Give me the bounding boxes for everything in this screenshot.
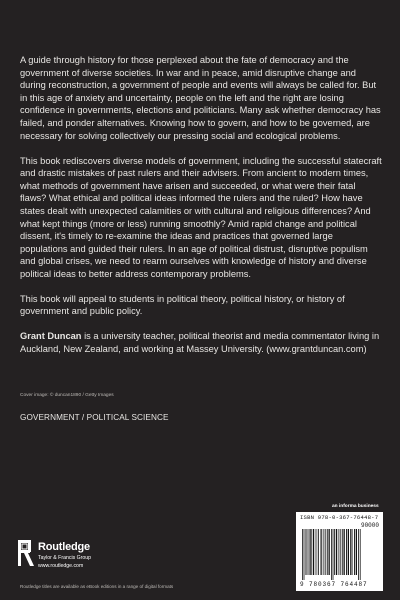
barcode-bar [333, 529, 334, 580]
routledge-r-icon [18, 540, 34, 566]
barcode-bar [302, 529, 303, 580]
blurb-paragraph-3: This book will appeal to students in political theory, political history, or history of government and public policy. [20, 293, 345, 317]
barcode-bar [327, 529, 328, 575]
publisher-url: www.routledge.com [38, 563, 84, 569]
barcode-bar [358, 529, 359, 580]
barcode-bar [352, 529, 353, 575]
barcode-bar [344, 529, 345, 575]
publisher-name: Routledge [38, 541, 90, 553]
barcode-bar [346, 529, 347, 575]
barcode-bar [309, 529, 310, 575]
barcode-bar [329, 529, 330, 575]
cover-image-credit: Cover image: © duncan1890 / Getty Images [20, 393, 114, 398]
barcode-bar [331, 529, 332, 580]
informa-tag: an informa business [332, 504, 379, 509]
blurb [20, 54, 382, 368]
barcode-bar [325, 529, 326, 575]
barcode-bar [318, 529, 319, 575]
barcode-bar [354, 529, 355, 575]
barcode-bar [313, 529, 314, 575]
barcode-bar [307, 529, 308, 575]
barcode-bar [336, 529, 337, 575]
isbn-label: ISBN 978-0-367-76448-7 [300, 514, 379, 521]
barcode-bar [342, 529, 343, 575]
ebook-note: Routledge titles are available as eBook editions in a range of digital formats [20, 584, 174, 589]
publisher-logo [18, 540, 114, 570]
barcode-bar [304, 529, 305, 580]
barcode-bar [356, 529, 357, 575]
barcode-bar [305, 529, 306, 575]
barcode-bar [334, 529, 335, 575]
blurb-paragraph-1: A guide through history for those perplexed about the fate of democracy and the government of diverse societies. In war and in peace, amid disruptive change and during reconstruction, a government of people and events will always be called for. But in this age of anxiety and uncertainty, people on the left and the right are losing confidence in governments, elections and politicians. Many ask whether democracy has failed, and ponder alternatives. Knowing how to govern, and how to be governed, are necessary for solving collectively our pressing social and ecological problems. [20, 55, 381, 141]
author-bio-text: is a university teacher, political theorist and media commentator living in Auckland, New Zealand, and working at Massey University. (www.grantduncan.com) [20, 331, 380, 355]
barcode-bar [360, 529, 361, 580]
barcode-bar [315, 529, 316, 575]
barcode-bars [300, 529, 379, 580]
barcode-bar [320, 529, 321, 575]
barcode-digits: 9 780367 764487 [300, 581, 368, 588]
publisher-group: Taylor & Francis Group [38, 555, 92, 561]
subject-category: GOVERNMENT / POLITICAL SCIENCE [20, 413, 169, 422]
barcode-bar [338, 529, 339, 575]
barcode-bar [321, 529, 322, 575]
author-name: Grant Duncan [20, 331, 82, 342]
barcode-bar [340, 529, 341, 575]
barcode-bar [317, 529, 318, 575]
barcode-bar [323, 529, 324, 575]
price-addon: 90000 [360, 522, 379, 529]
barcode-bar [348, 529, 349, 575]
barcode-bar [350, 529, 351, 575]
barcode-bar [310, 529, 311, 575]
blurb-paragraph-2: This book rediscovers diverse models of government, including the successful statecraft and drastic mistakes of past rulers and their advisers. From ancient to modern times, what methods of government have arisen and succeeded, or what were their fatal flaws? What ethical and political ideas informed the rulers and the ruled? How have states dealt with unexpected calamities or with cultural and religious differences? And what kept things (more or less) running smoothly? Amid rapid change and political dissent, it's timely to re-examine the ideas and practices that governed large populations and guided their rulers. In an age of political distrust, disruptive populism and global crises, we need to rearm ourselves with knowledge of history and diverse political ideas to better address contemporary problems. [20, 155, 382, 279]
author-bio [20, 330, 382, 355]
isbn-barcode [296, 512, 383, 591]
